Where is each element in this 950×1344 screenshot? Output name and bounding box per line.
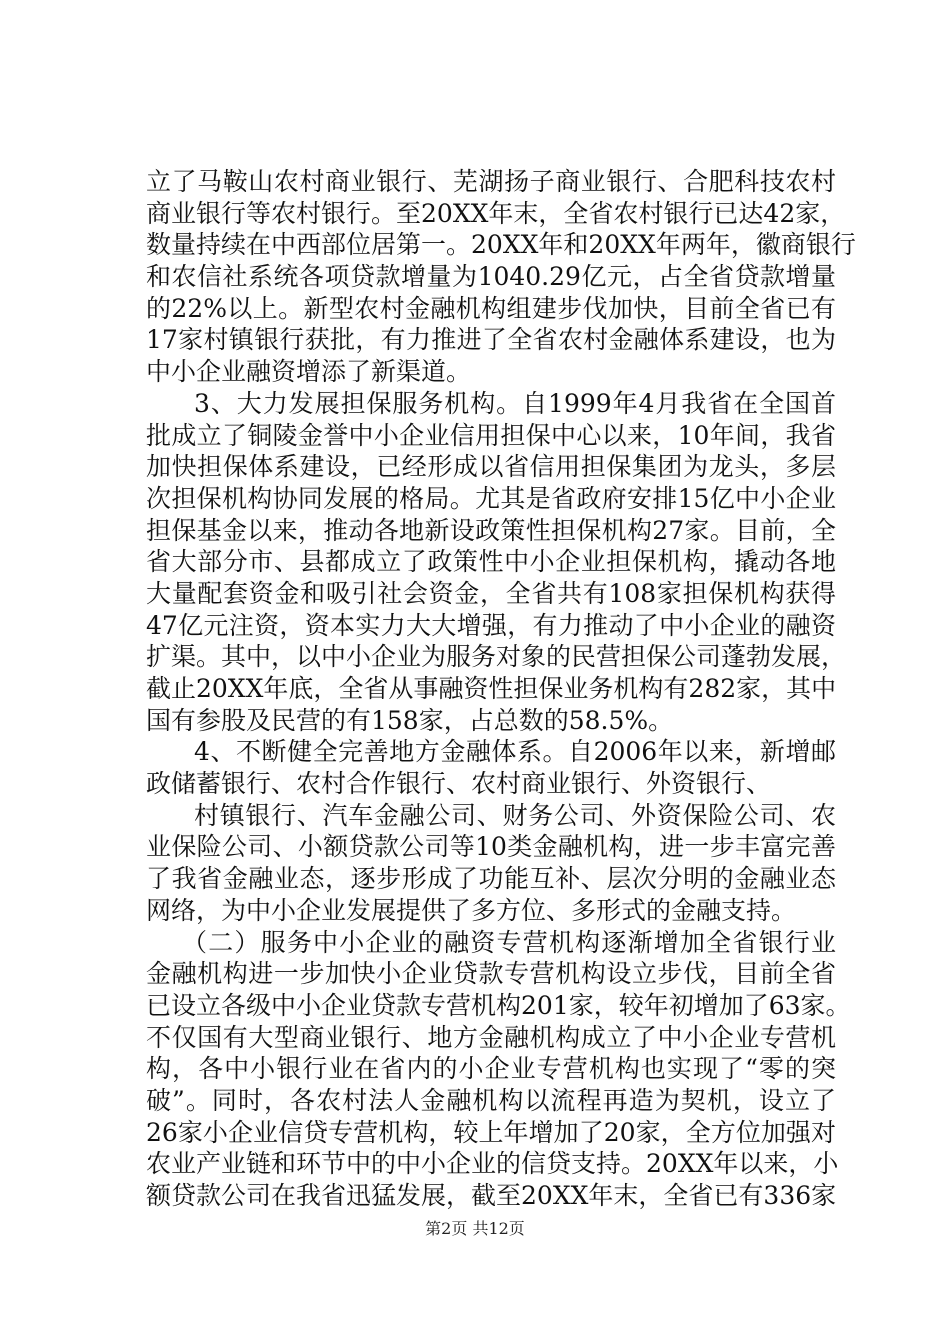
text-line: 省大部分市、县都成立了政策性中小企业担保机构，撬动各地 bbox=[146, 547, 836, 577]
text-line: 已设立各级中小企业贷款专营机构201家，较年初增加了63家。 bbox=[146, 990, 851, 1020]
text-line: 的22%以上。新型农村金融机构组建步伐加快，目前全省已有 bbox=[146, 293, 836, 323]
text-line: 数量持续在中西部位居第一。20XX年和20XX年两年，徽商银行 bbox=[146, 230, 856, 260]
paragraph-start-line: 4、不断健全完善地方金融体系。自2006年以来，新增邮 bbox=[194, 737, 836, 767]
text-line: 17家村镇银行获批，有力推进了全省农村金融体系建设，也为 bbox=[146, 325, 836, 355]
text-line: 构，各中小银行业在省内的小企业专营机构也实现了“零的突 bbox=[146, 1054, 836, 1084]
text-line: 批成立了铜陵金誉中小企业信用担保中心以来，10年间，我省 bbox=[146, 420, 836, 450]
section-heading-line: （二）服务中小企业的融资专营机构逐渐增加全省银行业 bbox=[182, 927, 836, 957]
text-line: 26家小企业信贷专营机构，较上年增加了20家，全方位加强对 bbox=[146, 1117, 836, 1147]
page-footer bbox=[0, 1216, 950, 1239]
text-line: 国有参股及民营的有158家，占总数的58.5%。 bbox=[146, 705, 674, 735]
text-line: 商业银行等农村银行。至20XX年末，全省农村银行已达42家， bbox=[146, 198, 846, 228]
text-line: 47亿元注资，资本实力大大增强，有力推动了中小企业的融资 bbox=[146, 610, 836, 640]
text-line: 担保基金以来，推动各地新设政策性担保机构27家。目前，全 bbox=[146, 515, 836, 545]
text-line: 次担保机构协同发展的格局。尤其是省政府安排15亿中小企业 bbox=[146, 483, 836, 513]
text-line: 了我省金融业态，逐步形成了功能互补、层次分明的金融业态 bbox=[146, 864, 836, 894]
text-line: 中小企业融资增添了新渠道。 bbox=[146, 357, 472, 387]
text-line: 加快担保体系建设，已经形成以省信用担保集团为龙头，多层 bbox=[146, 452, 836, 482]
text-line: 和农信社系统各项贷款增量为1040.29亿元，占全省贷款增量 bbox=[146, 262, 836, 292]
page-number: 第2页 共12页 bbox=[425, 1219, 525, 1238]
text-line: 立了马鞍山农村商业银行、芜湖扬子商业银行、合肥科技农村 bbox=[146, 167, 836, 196]
text-line: 扩渠。其中，以中小企业为服务对象的民营担保公司蓬勃发展， bbox=[146, 642, 847, 672]
text-line: 破”。同时，各农村法人金融机构以流程再造为契机，设立了 bbox=[146, 1085, 836, 1115]
text-line: 不仅国有大型商业银行、地方金融机构成立了中小企业专营机 bbox=[146, 1022, 836, 1052]
text-line: 截止20XX年底，全省从事融资性担保业务机构有282家，其中 bbox=[146, 674, 837, 703]
paragraph-start-line: 3、大力发展担保服务机构。自1999年4月我省在全国首 bbox=[194, 388, 836, 418]
text-line: 政储蓄银行、农村合作银行、农村商业银行、外资银行、 bbox=[146, 769, 772, 799]
text-line: 网络，为中小企业发展提供了多方位、多形式的金融支持。 bbox=[146, 895, 797, 925]
text-line: 业保险公司、小额贷款公司等10类金融机构，进一步丰富完善 bbox=[146, 832, 836, 862]
text-line: 金融机构进一步加快小企业贷款专营机构设立步伐，目前全省 bbox=[146, 959, 836, 989]
text-line: 大量配套资金和吸引社会资金，全省共有108家担保机构获得 bbox=[146, 578, 836, 608]
document-body bbox=[146, 166, 856, 1212]
text-line: 额贷款公司在我省迅猛发展，截至20XX年末，全省已有336家 bbox=[146, 1181, 837, 1210]
paragraph-start-line: 村镇银行、汽车金融公司、财务公司、外资保险公司、农 bbox=[194, 800, 836, 830]
text-line: 农业产业链和环节中的中小企业的信贷支持。20XX年以来，小 bbox=[146, 1149, 839, 1179]
